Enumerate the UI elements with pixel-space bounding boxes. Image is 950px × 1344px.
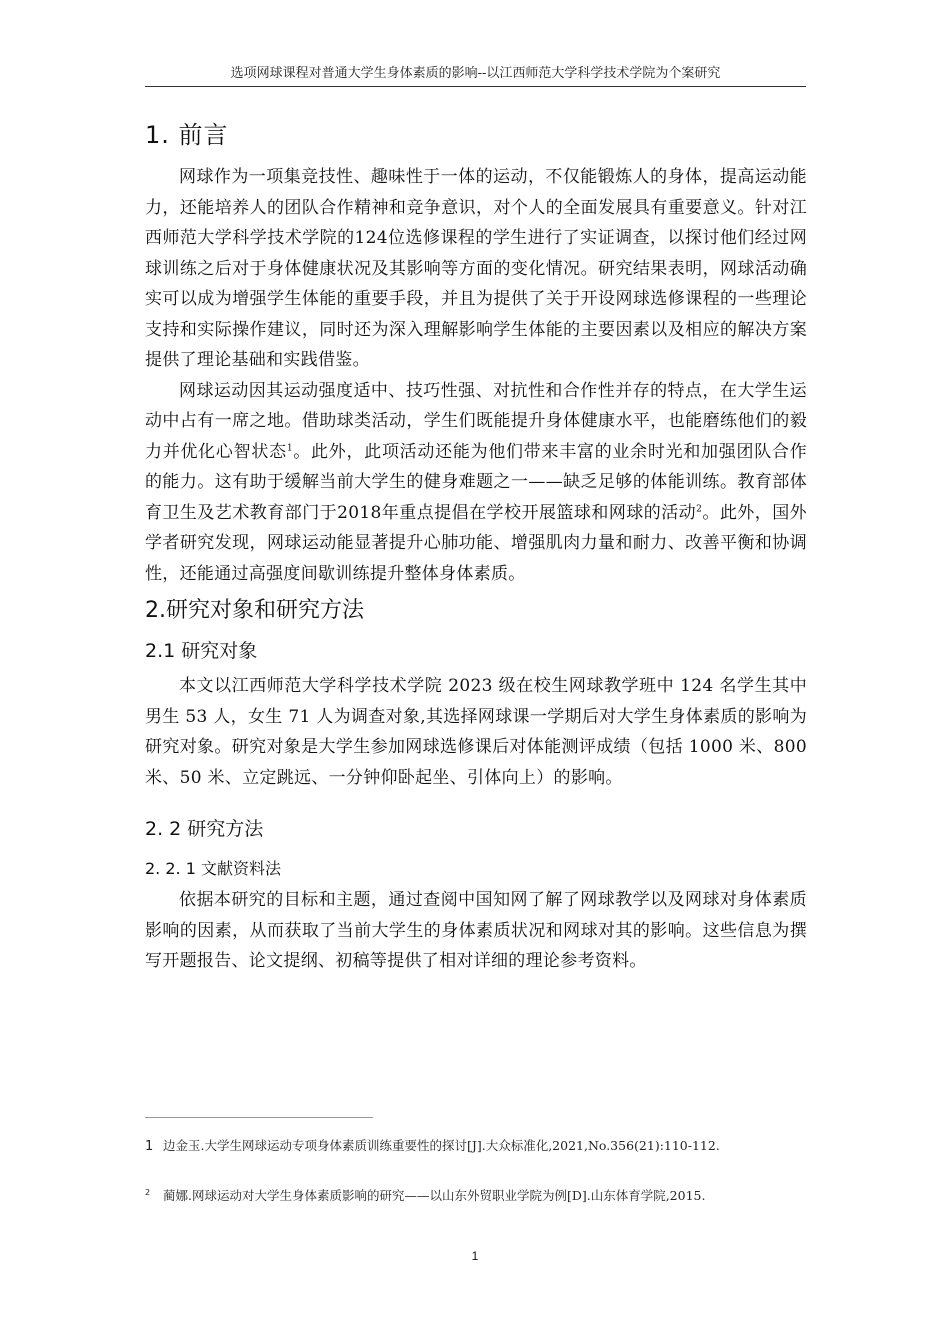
section-2-2-1-heading: 2. 2. 1 文献资料法 xyxy=(145,859,281,878)
footnote-1 xyxy=(145,1137,825,1156)
page-number: 1 xyxy=(471,1249,479,1263)
section-2-heading: 2.研究对象和研究方法 xyxy=(145,598,364,623)
section-1-paragraph-2 xyxy=(145,376,807,590)
section-2-2-1-paragraph: 依据本研究的目标和主题，通过查阅中国知网了解了网球教学以及网球对身体素质影响的因素，从而获取了当前大学生的身体素质状况和网球对其的影响。这些信息为撰写开题报告、论文提纲、初稿等提供了相对详细的理论参考资料。 xyxy=(145,890,807,971)
section-1-paragraph-1: 网球作为一项集竞技性、趣味性于一体的运动，不仅能锻炼人的身体，提高运动能力，还能培养人的团队合作精神和竞争意识，对个人的全面发展具有重要意义。针对江西师范大学科学技术学院的124位选修课程的学生进行了实证调查，以探讨他们经过网球训练之后对于身体健康状况及其影响等方面的变化情况。研究结果表明，网球活动确实可以成为增强学生体能的重要手段，并且为提供了关于开设网球选修课程的一些理论支持和实际操作建议，同时还为深入理解影响学生体能的主要因素以及相应的解决方案提供了理论基础和实践借鉴。 xyxy=(145,167,807,370)
footnote-text: 蔺娜.网球运动对大学生身体素质影响的研究——以山东外贸职业学院为例[D].山东体育学院,2015. xyxy=(162,1188,706,1203)
running-header: 选项网球课程对普通大学生身体素质的影响--以江西师范大学科学技术学院为个案研究 xyxy=(230,66,721,81)
section-2-1-heading: 2.1 研究对象 xyxy=(145,640,258,662)
section-2-2-heading: 2. 2 研究方法 xyxy=(145,818,264,840)
footnote-separator xyxy=(145,1117,373,1118)
paragraph-text: 网球运动因其运动强度适中、技巧性强、对抗性和合作性并存的特点，在大学生运动中占有一席之地。借助球类活动，学生们既能提升身体健康水平，也能磨练他们的毅力并优化心智状态 xyxy=(145,380,807,462)
footnote-text: 边金玉.大学生网球运动专项身体素质训练重要性的探讨[J].大众标准化,2021,No.356(21):110-112. xyxy=(162,1138,720,1153)
section-2-1-paragraph: 本文以江西师范大学科学技术学院 2023 级在校生网球教学班中 124 名学生其中男生 53 人，女生 71 人为调查对象,其选择网球课一学期后对大学生身体素质的影响为研究对象。研究对象是大学生参加网球选修课后对体能测评成绩（包括 1000 米、800 米、50 米、立定跳远、一分钟仰卧起坐、引体向上）的影响。 xyxy=(145,676,807,788)
paragraph-text: 。此外，此项活动还能为他们带来丰富的业余时光和加强团队合作的能力。这有助于缓解当前大学生的健身难题之一——缺乏足够的体能训练。教育部体育卫生及艺术教育部门于2018年重点提倡在学校开展篮球和网球的活动 xyxy=(145,441,808,523)
footnote-mark: 1 xyxy=(145,1139,154,1154)
footnote-ref-2[interactable]: 2 xyxy=(696,503,703,514)
paragraph-text: 。此外，国外学者研究发现，网球运动能显著提升心肺功能、增强肌肉力量和耐力、改善平衡和协调性，还能通过高强度间歇训练提升整体身体素质。 xyxy=(145,502,807,584)
footnote-ref-1[interactable]: 1 xyxy=(286,442,293,453)
section-1-heading: 1. 前言 xyxy=(145,121,229,149)
header-rule xyxy=(145,86,806,87)
footnote-2: 2 蔺娜.网球运动对大学生身体素质影响的研究——以山东外贸职业学院为例[D].山东体育学院,2015. xyxy=(145,1187,706,1203)
main-content xyxy=(145,118,807,977)
